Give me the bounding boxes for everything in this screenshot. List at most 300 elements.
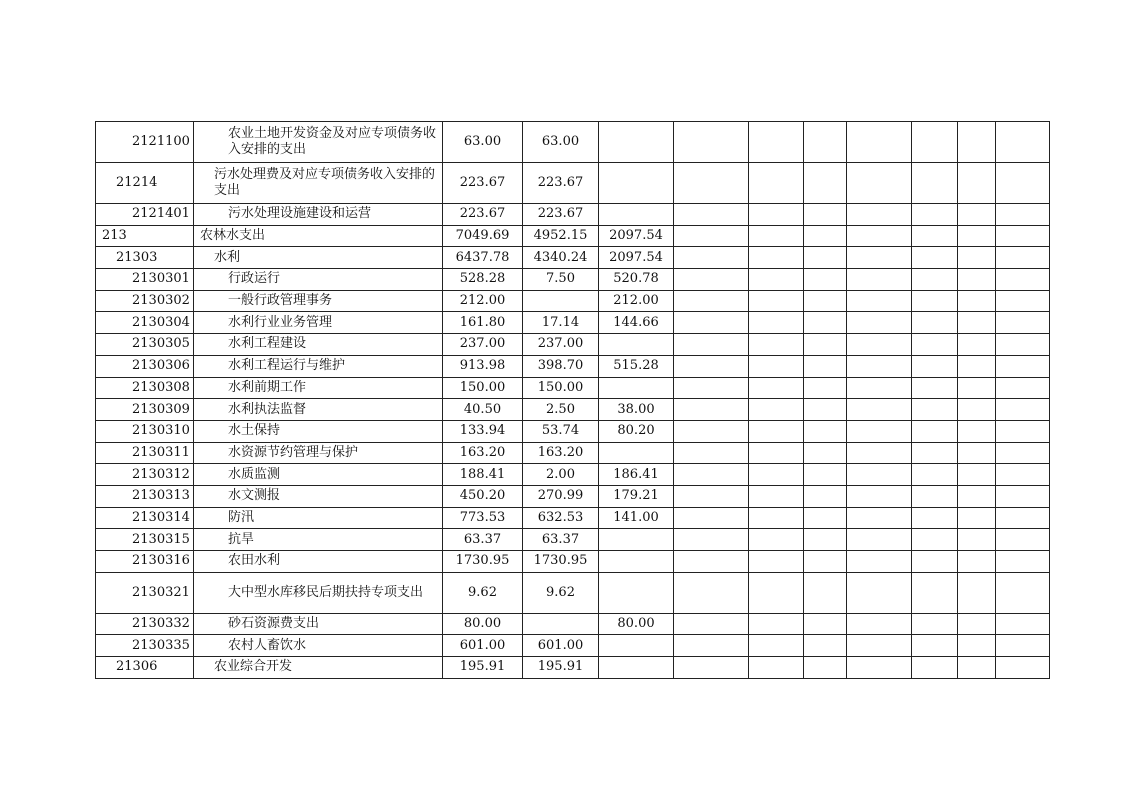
empty-cell — [912, 572, 958, 613]
empty-cell — [847, 485, 912, 507]
empty-cell — [804, 635, 847, 657]
row-code: 2130305 — [96, 334, 194, 356]
empty-cell — [749, 269, 804, 291]
empty-cell — [674, 442, 749, 464]
row-value-1 — [523, 290, 599, 312]
table-row — [96, 657, 1050, 679]
empty-cell — [912, 269, 958, 291]
empty-cell — [749, 507, 804, 529]
empty-cell — [674, 312, 749, 334]
row-name: 水利前期工作 — [194, 377, 443, 399]
empty-cell — [847, 355, 912, 377]
empty-cell — [958, 529, 996, 551]
empty-cell — [674, 399, 749, 421]
table-row — [96, 485, 1050, 507]
row-value-1: 9.62 — [523, 572, 599, 613]
empty-cell — [996, 122, 1050, 163]
empty-cell — [996, 551, 1050, 573]
row-code: 2130302 — [96, 290, 194, 312]
row-value-2 — [599, 334, 674, 356]
row-name: 水利工程建设 — [194, 334, 443, 356]
row-value-1: 2.50 — [523, 399, 599, 421]
empty-cell — [749, 529, 804, 551]
table-row — [96, 122, 1050, 163]
row-code: 2130315 — [96, 529, 194, 551]
empty-cell — [749, 572, 804, 613]
empty-cell — [674, 464, 749, 486]
row-value-1: 53.74 — [523, 420, 599, 442]
row-code: 2130312 — [96, 464, 194, 486]
empty-cell — [749, 613, 804, 635]
empty-cell — [912, 247, 958, 269]
empty-cell — [912, 290, 958, 312]
empty-cell — [749, 334, 804, 356]
row-code: 2130306 — [96, 355, 194, 377]
empty-cell — [847, 269, 912, 291]
empty-cell — [958, 247, 996, 269]
empty-cell — [674, 269, 749, 291]
empty-cell — [749, 225, 804, 247]
empty-cell — [996, 290, 1050, 312]
row-name: 农田水利 — [194, 551, 443, 573]
empty-cell — [749, 312, 804, 334]
empty-cell — [804, 613, 847, 635]
empty-cell — [674, 247, 749, 269]
row-total: 80.00 — [443, 613, 523, 635]
empty-cell — [912, 312, 958, 334]
row-code: 21306 — [96, 657, 194, 679]
empty-cell — [912, 657, 958, 679]
empty-cell — [958, 204, 996, 226]
empty-cell — [847, 529, 912, 551]
empty-cell — [749, 247, 804, 269]
row-name: 水利行业业务管理 — [194, 312, 443, 334]
empty-cell — [847, 635, 912, 657]
empty-cell — [912, 635, 958, 657]
empty-cell — [958, 485, 996, 507]
empty-cell — [674, 613, 749, 635]
empty-cell — [958, 334, 996, 356]
empty-cell — [804, 464, 847, 486]
row-total: 773.53 — [443, 507, 523, 529]
empty-cell — [847, 334, 912, 356]
empty-cell — [958, 355, 996, 377]
empty-cell — [996, 635, 1050, 657]
empty-cell — [674, 551, 749, 573]
empty-cell — [674, 334, 749, 356]
empty-cell — [804, 204, 847, 226]
empty-cell — [912, 399, 958, 421]
empty-cell — [749, 122, 804, 163]
empty-cell — [847, 507, 912, 529]
table-row — [96, 572, 1050, 613]
row-value-2: 2097.54 — [599, 225, 674, 247]
row-code: 2130335 — [96, 635, 194, 657]
row-value-1: 7.50 — [523, 269, 599, 291]
row-total: 63.00 — [443, 122, 523, 163]
empty-cell — [804, 377, 847, 399]
row-name: 水利执法监督 — [194, 399, 443, 421]
table-row — [96, 507, 1050, 529]
empty-cell — [847, 290, 912, 312]
empty-cell — [912, 122, 958, 163]
empty-cell — [958, 657, 996, 679]
row-total: 188.41 — [443, 464, 523, 486]
row-value-1: 63.37 — [523, 529, 599, 551]
row-name: 一般行政管理事务 — [194, 290, 443, 312]
row-total: 223.67 — [443, 204, 523, 226]
empty-cell — [912, 613, 958, 635]
row-value-2 — [599, 551, 674, 573]
empty-cell — [847, 613, 912, 635]
empty-cell — [847, 312, 912, 334]
empty-cell — [674, 122, 749, 163]
row-code: 2130310 — [96, 420, 194, 442]
row-total: 9.62 — [443, 572, 523, 613]
row-value-1: 237.00 — [523, 334, 599, 356]
empty-cell — [804, 290, 847, 312]
empty-cell — [912, 334, 958, 356]
empty-cell — [674, 420, 749, 442]
row-total: 212.00 — [443, 290, 523, 312]
row-name: 农村人畜饮水 — [194, 635, 443, 657]
empty-cell — [996, 657, 1050, 679]
row-value-2: 38.00 — [599, 399, 674, 421]
empty-cell — [958, 464, 996, 486]
row-code: 2130332 — [96, 613, 194, 635]
row-value-2: 212.00 — [599, 290, 674, 312]
empty-cell — [804, 163, 847, 204]
row-total: 161.80 — [443, 312, 523, 334]
row-total: 223.67 — [443, 163, 523, 204]
row-name: 砂石资源费支出 — [194, 613, 443, 635]
empty-cell — [804, 485, 847, 507]
row-total: 163.20 — [443, 442, 523, 464]
row-name: 水利工程运行与维护 — [194, 355, 443, 377]
table-row — [96, 464, 1050, 486]
row-name: 水文测报 — [194, 485, 443, 507]
empty-cell — [749, 355, 804, 377]
empty-cell — [996, 464, 1050, 486]
row-value-1: 4340.24 — [523, 247, 599, 269]
empty-cell — [674, 377, 749, 399]
table-row — [96, 551, 1050, 573]
table-row — [96, 420, 1050, 442]
row-value-1: 150.00 — [523, 377, 599, 399]
empty-cell — [674, 355, 749, 377]
row-value-1 — [523, 613, 599, 635]
row-total: 450.20 — [443, 485, 523, 507]
row-value-1: 223.67 — [523, 204, 599, 226]
row-value-2: 186.41 — [599, 464, 674, 486]
empty-cell — [958, 507, 996, 529]
row-code: 2130309 — [96, 399, 194, 421]
empty-cell — [912, 420, 958, 442]
empty-cell — [996, 204, 1050, 226]
empty-cell — [847, 657, 912, 679]
table-row — [96, 377, 1050, 399]
row-value-2 — [599, 122, 674, 163]
row-total: 40.50 — [443, 399, 523, 421]
row-name: 污水处理费及对应专项债务收入安排的支出 — [194, 163, 443, 204]
row-code: 2130311 — [96, 442, 194, 464]
empty-cell — [996, 420, 1050, 442]
table-row — [96, 529, 1050, 551]
row-value-2 — [599, 529, 674, 551]
row-code: 213 — [96, 225, 194, 247]
empty-cell — [674, 290, 749, 312]
empty-cell — [912, 464, 958, 486]
empty-cell — [674, 485, 749, 507]
row-total: 195.91 — [443, 657, 523, 679]
empty-cell — [749, 442, 804, 464]
row-name: 防汛 — [194, 507, 443, 529]
empty-cell — [996, 399, 1050, 421]
empty-cell — [958, 122, 996, 163]
empty-cell — [749, 485, 804, 507]
row-value-1: 17.14 — [523, 312, 599, 334]
empty-cell — [674, 635, 749, 657]
empty-cell — [912, 377, 958, 399]
row-name: 行政运行 — [194, 269, 443, 291]
row-value-2: 2097.54 — [599, 247, 674, 269]
empty-cell — [958, 613, 996, 635]
empty-cell — [958, 377, 996, 399]
row-code: 2130308 — [96, 377, 194, 399]
row-value-2 — [599, 442, 674, 464]
table-row — [96, 442, 1050, 464]
row-name: 抗旱 — [194, 529, 443, 551]
empty-cell — [912, 529, 958, 551]
empty-cell — [996, 507, 1050, 529]
row-total: 7049.69 — [443, 225, 523, 247]
empty-cell — [958, 635, 996, 657]
row-value-1: 163.20 — [523, 442, 599, 464]
table-row — [96, 163, 1050, 204]
row-value-1: 632.53 — [523, 507, 599, 529]
empty-cell — [996, 269, 1050, 291]
row-name: 大中型水库移民后期扶持专项支出 — [194, 572, 443, 613]
row-value-1: 2.00 — [523, 464, 599, 486]
empty-cell — [958, 572, 996, 613]
row-code: 21214 — [96, 163, 194, 204]
empty-cell — [847, 247, 912, 269]
empty-cell — [996, 247, 1050, 269]
empty-cell — [996, 377, 1050, 399]
empty-cell — [912, 355, 958, 377]
empty-cell — [804, 507, 847, 529]
table-row — [96, 290, 1050, 312]
row-name: 水资源节约管理与保护 — [194, 442, 443, 464]
empty-cell — [749, 399, 804, 421]
row-total: 133.94 — [443, 420, 523, 442]
table-row — [96, 225, 1050, 247]
empty-cell — [996, 334, 1050, 356]
row-value-1: 4952.15 — [523, 225, 599, 247]
empty-cell — [804, 551, 847, 573]
empty-cell — [847, 442, 912, 464]
empty-cell — [912, 507, 958, 529]
empty-cell — [749, 290, 804, 312]
table-row — [96, 312, 1050, 334]
empty-cell — [958, 269, 996, 291]
empty-cell — [996, 163, 1050, 204]
empty-cell — [996, 355, 1050, 377]
row-name: 农业综合开发 — [194, 657, 443, 679]
table-row — [96, 399, 1050, 421]
row-value-2: 80.00 — [599, 613, 674, 635]
empty-cell — [996, 442, 1050, 464]
empty-cell — [958, 290, 996, 312]
row-total: 237.00 — [443, 334, 523, 356]
empty-cell — [804, 420, 847, 442]
empty-cell — [674, 204, 749, 226]
empty-cell — [847, 163, 912, 204]
row-name: 农业土地开发资金及对应专项债务收入安排的支出 — [194, 122, 443, 163]
row-total: 6437.78 — [443, 247, 523, 269]
empty-cell — [996, 225, 1050, 247]
empty-cell — [804, 312, 847, 334]
row-code: 2121100 — [96, 122, 194, 163]
empty-cell — [804, 355, 847, 377]
row-value-1: 63.00 — [523, 122, 599, 163]
row-value-1: 223.67 — [523, 163, 599, 204]
row-total: 150.00 — [443, 377, 523, 399]
empty-cell — [749, 204, 804, 226]
empty-cell — [749, 420, 804, 442]
empty-cell — [958, 163, 996, 204]
empty-cell — [804, 657, 847, 679]
empty-cell — [804, 122, 847, 163]
row-value-2: 179.21 — [599, 485, 674, 507]
row-total: 913.98 — [443, 355, 523, 377]
table-row — [96, 247, 1050, 269]
table-row — [96, 613, 1050, 635]
empty-cell — [847, 225, 912, 247]
empty-cell — [958, 399, 996, 421]
row-value-2: 80.20 — [599, 420, 674, 442]
row-value-1: 270.99 — [523, 485, 599, 507]
row-code: 2121401 — [96, 204, 194, 226]
row-total: 601.00 — [443, 635, 523, 657]
empty-cell — [996, 312, 1050, 334]
empty-cell — [674, 529, 749, 551]
row-value-2: 520.78 — [599, 269, 674, 291]
table-row — [96, 204, 1050, 226]
empty-cell — [804, 572, 847, 613]
row-value-1: 1730.95 — [523, 551, 599, 573]
empty-cell — [912, 442, 958, 464]
row-total: 1730.95 — [443, 551, 523, 573]
row-value-2 — [599, 163, 674, 204]
row-value-2 — [599, 204, 674, 226]
empty-cell — [996, 572, 1050, 613]
empty-cell — [958, 225, 996, 247]
empty-cell — [912, 163, 958, 204]
empty-cell — [996, 613, 1050, 635]
empty-cell — [847, 420, 912, 442]
empty-cell — [847, 572, 912, 613]
empty-cell — [958, 442, 996, 464]
row-code: 2130316 — [96, 551, 194, 573]
row-code: 2130304 — [96, 312, 194, 334]
row-total: 63.37 — [443, 529, 523, 551]
empty-cell — [749, 163, 804, 204]
empty-cell — [912, 551, 958, 573]
row-value-2: 144.66 — [599, 312, 674, 334]
row-name: 农林水支出 — [194, 225, 443, 247]
empty-cell — [996, 529, 1050, 551]
empty-cell — [847, 464, 912, 486]
row-code: 2130321 — [96, 572, 194, 613]
row-value-1: 398.70 — [523, 355, 599, 377]
row-name: 水土保持 — [194, 420, 443, 442]
empty-cell — [804, 334, 847, 356]
empty-cell — [912, 225, 958, 247]
row-value-2 — [599, 635, 674, 657]
row-value-2 — [599, 572, 674, 613]
table-row — [96, 334, 1050, 356]
empty-cell — [749, 377, 804, 399]
empty-cell — [674, 657, 749, 679]
table-body — [96, 122, 1050, 679]
row-value-2 — [599, 377, 674, 399]
row-value-2 — [599, 657, 674, 679]
budget-table — [95, 121, 1050, 679]
empty-cell — [674, 507, 749, 529]
empty-cell — [996, 485, 1050, 507]
empty-cell — [749, 551, 804, 573]
row-code: 2130314 — [96, 507, 194, 529]
empty-cell — [674, 225, 749, 247]
empty-cell — [912, 485, 958, 507]
empty-cell — [847, 377, 912, 399]
row-value-1: 195.91 — [523, 657, 599, 679]
empty-cell — [749, 635, 804, 657]
empty-cell — [674, 572, 749, 613]
empty-cell — [749, 464, 804, 486]
empty-cell — [912, 204, 958, 226]
empty-cell — [804, 529, 847, 551]
row-value-1: 601.00 — [523, 635, 599, 657]
empty-cell — [674, 163, 749, 204]
row-total: 528.28 — [443, 269, 523, 291]
empty-cell — [847, 399, 912, 421]
empty-cell — [749, 657, 804, 679]
empty-cell — [958, 420, 996, 442]
row-name: 污水处理设施建设和运营 — [194, 204, 443, 226]
row-name: 水质监测 — [194, 464, 443, 486]
empty-cell — [958, 312, 996, 334]
empty-cell — [847, 204, 912, 226]
table-row — [96, 635, 1050, 657]
empty-cell — [958, 551, 996, 573]
table-row — [96, 269, 1050, 291]
row-code: 21303 — [96, 247, 194, 269]
row-value-2: 515.28 — [599, 355, 674, 377]
empty-cell — [804, 225, 847, 247]
empty-cell — [847, 551, 912, 573]
row-code: 2130301 — [96, 269, 194, 291]
empty-cell — [804, 399, 847, 421]
empty-cell — [804, 247, 847, 269]
row-value-2: 141.00 — [599, 507, 674, 529]
empty-cell — [804, 442, 847, 464]
empty-cell — [804, 269, 847, 291]
empty-cell — [847, 122, 912, 163]
table-row — [96, 355, 1050, 377]
row-code: 2130313 — [96, 485, 194, 507]
